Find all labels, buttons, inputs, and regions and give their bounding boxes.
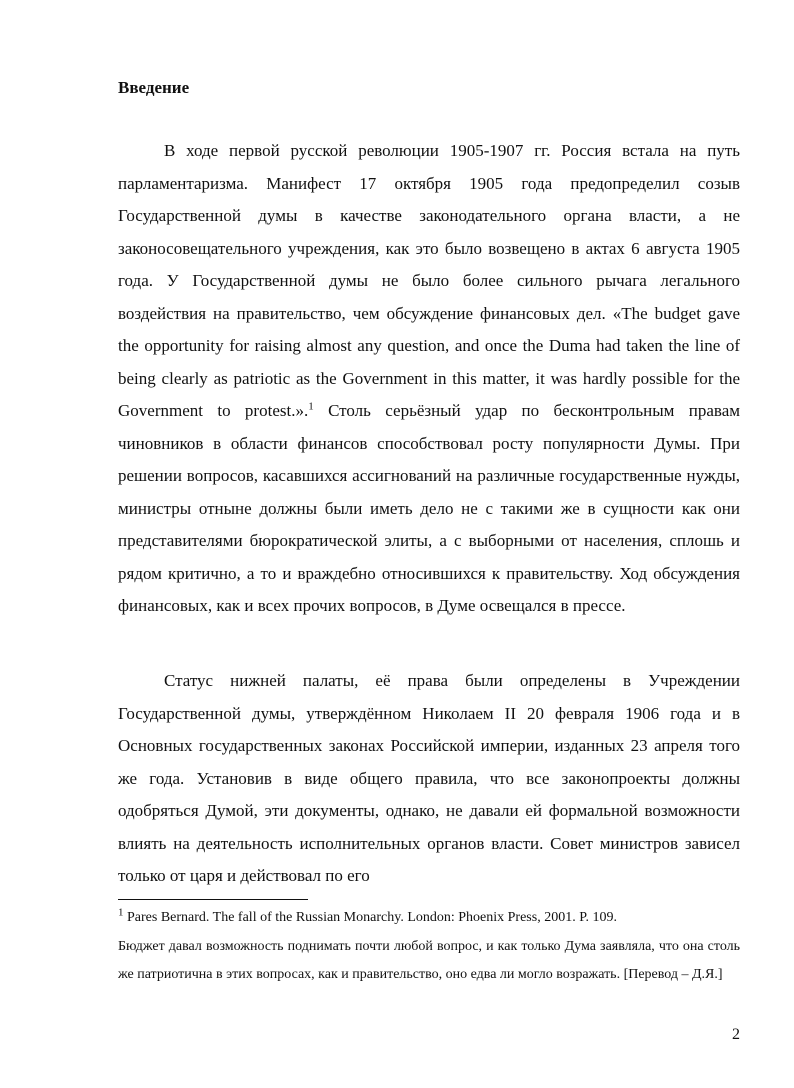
section-heading: Введение — [118, 78, 190, 97]
footnote-separator — [118, 899, 308, 900]
paragraph-1-text-before: В ходе первой русской революции 1905-1907 гг. Россия встала на путь парламентаризма. Манифест 17 октября 1905 года предопределил созыв Государственной думы в качестве законодательного органа власти, а не законосовещательного учреждения, как это было возвещено в актах 6 августа 1905 года. У Государственной думы не было более сильного рычага легального воздействия на правительство, чем обсуждение финансовых дел. «The budget gave the opportunity for raising almost any question, and once the Duma had taken the line of being clearly as patriotic as the Government in this matter, it was hardly possible for the Government to protest.». — [118, 141, 740, 420]
page-number: 2 — [732, 1026, 740, 1043]
footnote-translation: Бюджет давал возможность поднимать почти любой вопрос, и как только Дума заявляла, что она столь же патриотична в этих вопросах, как и правительство, оно едва ли могло возражать. [Перевод – Д.Я.] — [118, 938, 740, 982]
footnote-citation: Pares Bernard. The fall of the Russian Monarchy. London: Phoenix Press, 2001. P. 109. — [123, 910, 617, 925]
paragraph-2: Статус нижней палаты, её права были определены в Учреждении Государственной думы, утверждённом Николаем II 20 февраля 1906 года и в Основных государственных законах Российской империи, изданных 23 апреля того же года. Установив в виде общего правила, что все законопроекты должны одобряться Думой, эти документы, однако, не давали ей формальной возможности влиять на деятельность исполнительных органов власти. Совет министров зависел только от царя и действовал по его — [118, 671, 740, 885]
footnote-reference: 1 — [308, 400, 314, 413]
footnote — [118, 904, 740, 990]
paragraph-1 — [118, 135, 740, 623]
paragraph-1-text-after: Столь серьёзный удар по бесконтрольным правам чиновников в области финансов способствовал росту популярности Думы. При решении вопросов, касавшихся ассигнований на различные государственные нужды, министры отныне должны были иметь дело не с такими же в сущности как они представителями бюрократической элиты, а с выборными от населения, сплошь и рядом критично, а то и враждебно относившихся к правительству. Ход обсуждения финансовых, как и всех прочих вопросов, в Думе освещался в прессе. — [118, 401, 740, 615]
footnote-marker: 1 — [118, 906, 124, 919]
